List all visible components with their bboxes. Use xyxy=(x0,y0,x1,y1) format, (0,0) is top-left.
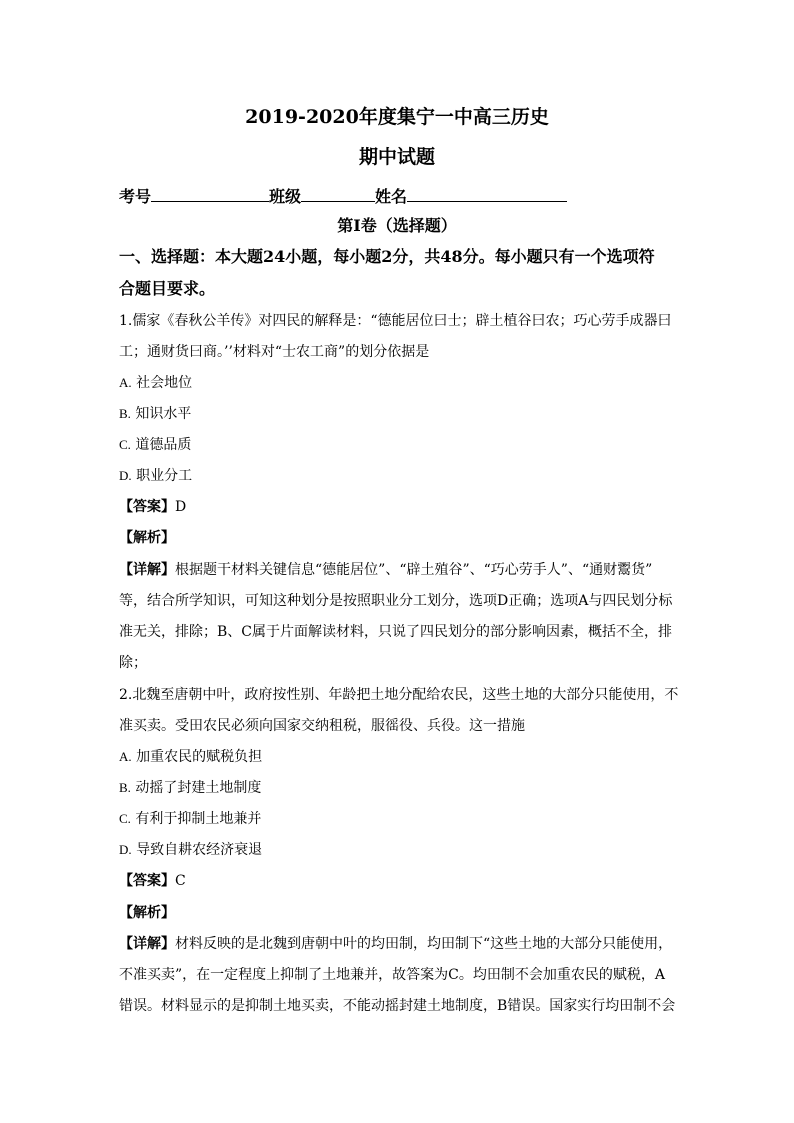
option-letter: C. xyxy=(119,437,131,452)
question-1-option-c xyxy=(119,435,191,455)
question-2-detail-line-1 xyxy=(119,934,675,954)
exam-no-blank xyxy=(151,184,269,202)
question-1-analysis-label: 【解析】 xyxy=(119,530,175,546)
option-letter: A. xyxy=(119,749,132,764)
question-1-answer xyxy=(119,497,675,517)
question-2-detail-line-3: 错误。材料显示的是抑制土地买卖，不能动摇封建土地制度，B错误。国家实行均田制不会 xyxy=(119,998,676,1014)
name-label: 姓名 xyxy=(375,187,408,206)
detail-label: 【详解】 xyxy=(119,936,175,952)
option-text: 加重农民的赋税负担 xyxy=(136,749,263,765)
option-text: 动摇了封建土地制度 xyxy=(135,780,262,796)
question-1-option-d xyxy=(119,466,192,486)
student-info-row xyxy=(119,184,589,208)
question-1-option-b xyxy=(119,404,191,424)
detail-text: 根据题干材料关键信息“德能居位”、“辟土殖谷”、“巧心劳手人”、“通财鬻货” xyxy=(175,562,653,578)
question-2-detail-line-2: 不准买卖”，在一定程度上抑制了土地兼并，故答案为C。均田制不会加重农民的赋税，A xyxy=(119,967,665,983)
option-text: 知识水平 xyxy=(135,406,192,422)
question-2-option-d xyxy=(119,840,262,860)
option-letter: D. xyxy=(119,468,132,483)
option-text: 社会地位 xyxy=(136,375,193,391)
question-1-detail-line-3: 准无关，排除；B、C属于片面解读材料，只说了四民划分的部分影响因素，概括不全，排 xyxy=(119,624,672,640)
option-letter: D. xyxy=(119,842,132,857)
question-1-detail-line-1 xyxy=(119,560,675,580)
answer-value: D xyxy=(175,499,187,515)
question-1-option-a xyxy=(119,373,192,393)
question-2-option-c xyxy=(119,809,261,829)
question-2-option-a xyxy=(119,747,262,767)
question-1-detail-line-4: 除； xyxy=(119,655,147,671)
question-2-option-b xyxy=(119,778,261,798)
option-letter: B. xyxy=(119,780,131,795)
instruction-line-1: 一、选择题：本大题24小题，每小题2分，共48分。每小题只有一个选项符 xyxy=(119,247,655,266)
answer-label: 【答案】 xyxy=(119,873,175,889)
exam-no-label: 考号 xyxy=(119,187,152,206)
question-2-answer xyxy=(119,871,675,891)
option-letter: A. xyxy=(119,375,132,390)
answer-label: 【答案】 xyxy=(119,499,175,515)
page-title: 2019-2020年度集宁一中高三历史 xyxy=(245,106,549,128)
class-label: 班级 xyxy=(269,187,302,206)
option-text: 导致自耕农经济衰退 xyxy=(136,842,263,858)
answer-value: C xyxy=(175,873,186,889)
page-subtitle: 期中试题 xyxy=(358,146,435,168)
option-text: 道德品质 xyxy=(135,437,192,453)
option-text: 有利于抑制土地兼并 xyxy=(135,811,262,827)
class-blank xyxy=(301,184,375,202)
option-letter: C. xyxy=(119,811,131,826)
detail-text: 材料反映的是北魏到唐朝中叶的均田制，均田制下“这些土地的大部分只能使用， xyxy=(175,936,673,952)
instruction-line-2: 合题目要求。 xyxy=(119,279,216,298)
question-1-stem-line-2: 工；通财货曰商。’’材料对“士农工商”的划分依据是 xyxy=(119,344,430,360)
question-2-analysis-label: 【解析】 xyxy=(119,905,175,921)
question-1-stem-line-1: 1.儒家《春秋公羊传》对四民的解释是：“德能居位曰士；辟土植谷曰农；巧心劳手成器曰 xyxy=(119,313,672,329)
section-heading: 第Ⅰ卷（选择题） xyxy=(337,216,457,235)
question-2-stem-line-2: 准买卖。受田农民必须向国家交纳租税，服徭役、兵役。这一措施 xyxy=(119,718,525,734)
option-text: 职业分工 xyxy=(136,468,193,484)
option-letter: B. xyxy=(119,406,131,421)
detail-label: 【详解】 xyxy=(119,562,175,578)
question-1-detail-line-2: 等，结合所学知识，可知这种划分是按照职业分工划分，选项D正确；选项A与四民划分标 xyxy=(119,593,673,609)
name-blank xyxy=(407,184,567,202)
question-2-stem-line-1: 2.北魏至唐朝中叶，政府按性别、年龄把土地分配给农民，这些土地的大部分只能使用，不 xyxy=(119,687,679,703)
